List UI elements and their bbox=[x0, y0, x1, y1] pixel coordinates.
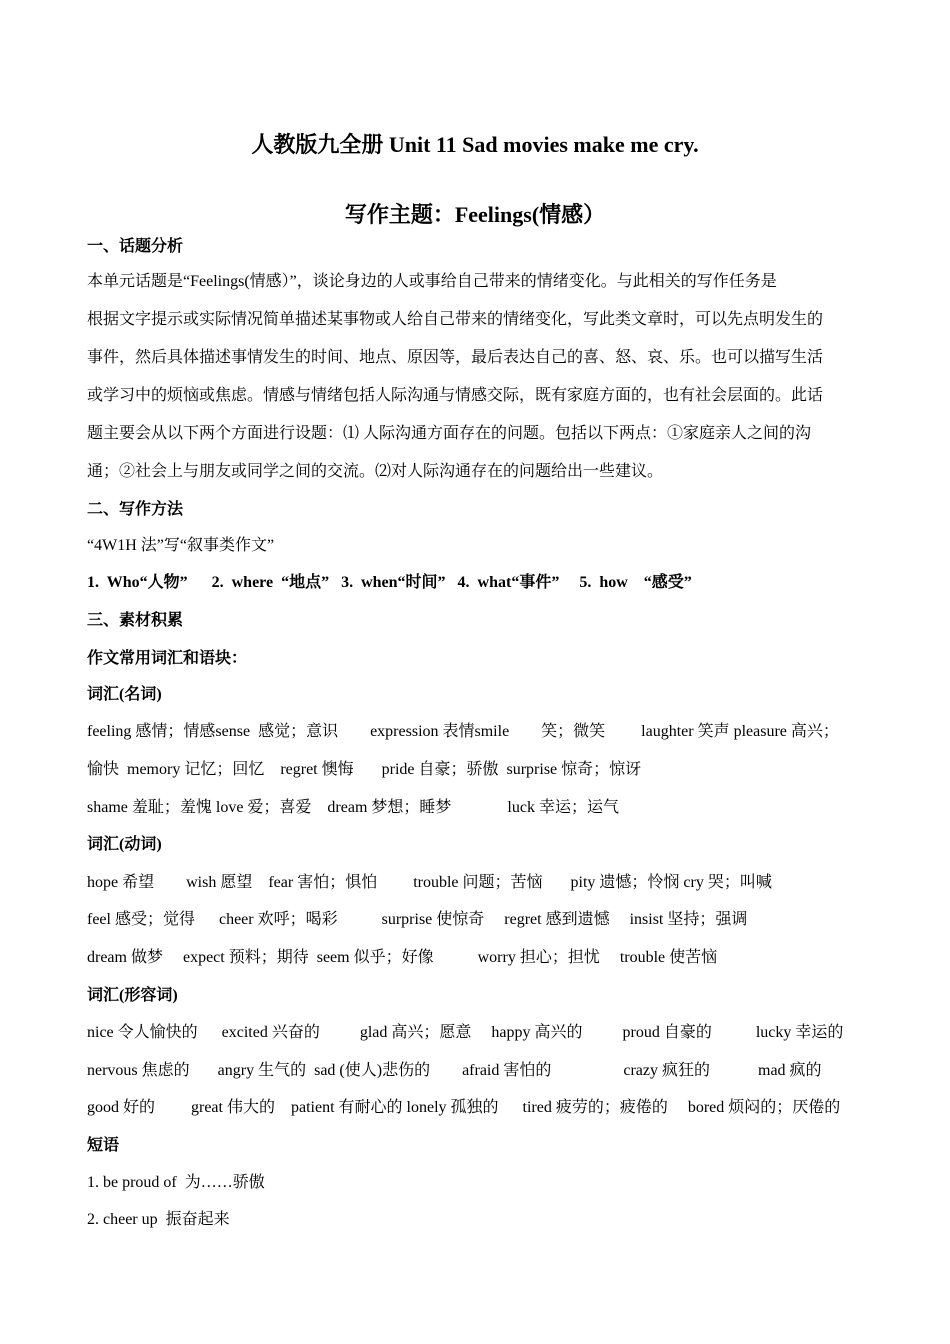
noun-heading: 词汇(名词) bbox=[87, 686, 162, 703]
adjective-line: good 好的 great 伟大的 patient 有耐心的 lonely 孤独的 tired 疲劳的；疲倦的 bored 烦闷的；厌倦的 bbox=[87, 1099, 841, 1116]
verb-line: hope 希望 wish 愿望 fear 害怕；惧怕 trouble 问题；苦恼 pity 遗憾；怜悯 cry 哭；叫喊 bbox=[87, 874, 772, 891]
adjective-line: nice 令人愉快的 excited 兴奋的 glad 高兴；愿意 happy 高兴的 proud 自豪的 lucky 幸运的 bbox=[87, 1024, 844, 1041]
topic-analysis-paragraph bbox=[87, 263, 864, 491]
section-heading-topic-analysis: 一、话题分析 bbox=[87, 238, 184, 255]
section-heading-writing-method: 二、写作方法 bbox=[87, 501, 184, 518]
phrase-item: 1. be proud of 为……骄傲 bbox=[87, 1174, 265, 1191]
paragraph-line: 事件，然后具体描述事情发生的时间、地点、原因等，最后表达自己的喜、怒、哀、乐。也可以描写生活 bbox=[87, 349, 824, 366]
adjective-line: nervous 焦虑的 angry 生气的 sad (使人)悲伤的 afraid 害怕的 crazy 疯狂的 mad 疯的 bbox=[87, 1062, 822, 1079]
noun-line: feeling 感情；情感sense 感觉；意识 expression 表情smile 笑；微笑 laughter 笑声 pleasure 高兴； bbox=[87, 723, 839, 740]
vocab-intro: 作文常用词汇和语块： bbox=[87, 650, 248, 667]
verb-heading: 词汇(动词) bbox=[87, 836, 162, 853]
method-intro: “4W1H 法”写“叙事类作文” bbox=[87, 537, 275, 554]
adjective-heading: 词汇(形容词) bbox=[87, 987, 178, 1004]
paragraph-line: 题主要会从以下两个方面进行设题：⑴ 人际沟通方面存在的问题。包括以下两点：①家庭亲人之间的沟 bbox=[87, 425, 812, 442]
document-subtitle: 写作主题：Feelings(情感） bbox=[344, 202, 606, 227]
phrase-item: 2. cheer up 振奋起来 bbox=[87, 1211, 230, 1228]
noun-line: 愉快 memory 记忆；回忆 regret 懊悔 pride 自豪；骄傲 surprise 惊奇；惊讶 bbox=[87, 761, 642, 778]
paragraph-line: 根据文字提示或实际情况简单描述某事物或人给自己带来的情绪变化，写此类文章时，可以先点明发生的 bbox=[87, 311, 824, 328]
document-title: 人教版九全册 Unit 11 Sad movies make me cry. bbox=[251, 132, 699, 157]
noun-line: shame 羞耻；羞愧 love 爱；喜爱 dream 梦想；睡梦 luck 幸运；运气 bbox=[87, 799, 619, 816]
phrase-heading: 短语 bbox=[87, 1137, 120, 1154]
paragraph-line: 本单元话题是“Feelings(情感）”，谈论身边的人或事给自己带来的情绪变化。与此相关的写作任务是 bbox=[87, 273, 777, 290]
paragraph-line: 或学习中的烦恼或焦虑。情感与情绪包括人际沟通与情感交际，既有家庭方面的，也有社会层面的。此话 bbox=[87, 387, 824, 404]
paragraph-line: 通；②社会上与朋友或同学之间的交流。⑵对人际沟通存在的问题给出一些建议。 bbox=[87, 463, 664, 480]
section-heading-material: 三、素材积累 bbox=[87, 612, 184, 629]
verb-line: dream 做梦 expect 预料；期待 seem 似乎；好像 worry 担心；担忧 trouble 使苦恼 bbox=[87, 949, 718, 966]
method-items: 1. Who“人物” 2. where “地点” 3. when“时间” 4. what“事件” 5. how “感受” bbox=[87, 574, 692, 591]
verb-line: feel 感受；觉得 cheer 欢呼；喝彩 surprise 使惊奇 regret 感到遗憾 insist 坚持；强调 bbox=[87, 911, 748, 928]
